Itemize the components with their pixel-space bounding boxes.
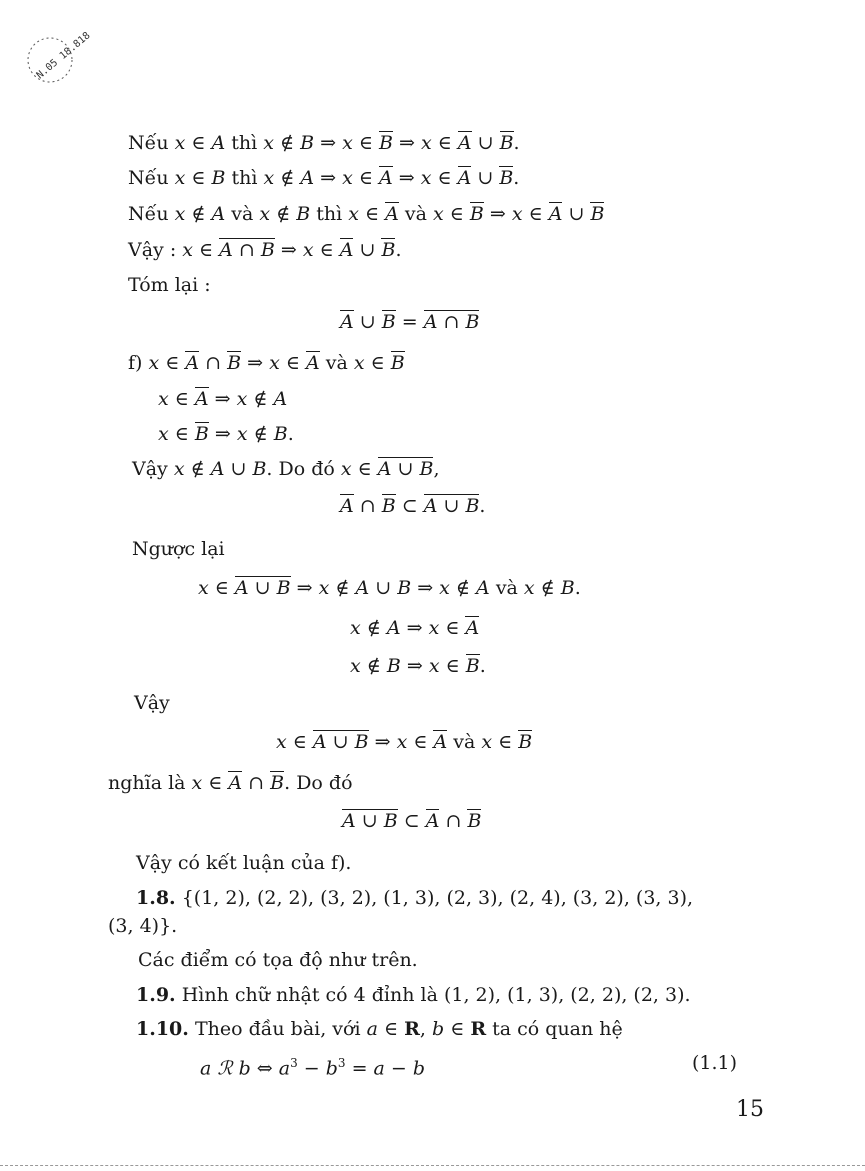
exercise-1-8 — [136, 885, 693, 911]
word-va: và — [453, 731, 476, 753]
proof-line-tom-lai: Tóm lại : — [128, 274, 211, 296]
proof-line-converse-4: x ∈ A ∪ B ⇒ x ∈ A và x ∈ B — [276, 731, 533, 753]
proof-line-converse-3: x ∉ B ⇒ x ∈ B. — [350, 655, 486, 677]
proof-line-f-3: x ∈ B ⇒ x ∉ B. — [158, 423, 294, 445]
proof-line-vay: Vậy — [134, 692, 170, 714]
word-do-do: Do đó — [278, 458, 335, 480]
exercise-1-9 — [136, 982, 691, 1008]
word-va: và — [495, 577, 518, 599]
exercise-1-9-text: Hình chữ nhật có 4 đỉnh là (1, 2), (1, 3), (2, 2), (2, 3). — [181, 984, 691, 1006]
proof-line-f-2: x ∈ A ⇒ x ∉ A — [158, 388, 288, 410]
equation-inclusion-1: A ∩ B ⊂ A ∪ B. — [340, 495, 486, 517]
word-va: và — [404, 203, 427, 225]
exercise-label-1-8: 1.8. — [136, 887, 176, 909]
word-nghia-la: nghĩa là — [108, 772, 186, 794]
proof-line-nghia-la: nghĩa là x ∈ A ∩ B. Do đó — [108, 772, 353, 794]
proof-line-f: f) x ∈ A ∩ B ⇒ x ∈ A và x ∈ B — [128, 352, 405, 374]
word-va: và — [231, 203, 254, 225]
proof-line-converse-2: x ∉ A ⇒ x ∈ A — [350, 617, 480, 639]
library-stamp-icon — [20, 30, 93, 92]
proof-line-converse-1: x ∈ A ∪ B ⇒ x ∉ A ∪ B ⇒ x ∉ A và x ∉ B. — [198, 577, 581, 599]
word-thi: thì — [316, 203, 343, 225]
proof-line-2: Nếu x ∈ B thì x ∉ A ⇒ x ∈ A ⇒ x ∈ A ∪ B. — [128, 167, 520, 189]
exercise-1-8-note: Các điểm có tọa độ như trên. — [138, 949, 418, 971]
proof-line-f-4: Vậy x ∉ A ∪ B. Do đó x ∈ A ∪ B, — [132, 458, 440, 480]
word-va: và — [325, 352, 348, 374]
page-number: 15 — [736, 1097, 764, 1122]
exercise-1-8-cont: (3, 4)}. — [108, 915, 178, 937]
exercise-1-10-text-a: Theo đầu bài, với — [194, 1018, 361, 1040]
proof-line-4: Vậy : x ∈ A ∩ B ⇒ x ∈ A ∪ B. — [128, 239, 402, 261]
proof-line-3: Nếu x ∉ A và x ∉ B thì x ∈ A và x ∈ B ⇒ x ∈ A ∪ B — [128, 203, 605, 225]
proof-line-1: Nếu x ∈ A thì x ∉ B ⇒ x ∈ B ⇒ x ∈ A ∪ B. — [128, 132, 520, 154]
equation-number: (1.1) — [692, 1052, 738, 1074]
word-do-do: Do đó — [296, 772, 353, 794]
word-vay: Vậy — [128, 239, 164, 261]
part-label-f: f) — [128, 352, 143, 374]
exercise-label-1-9: 1.9. — [136, 984, 176, 1006]
word-thi: thì — [231, 167, 258, 189]
equation-inclusion-2: A ∪ B ⊂ A ∩ B — [342, 810, 482, 832]
proof-line-nguoc-lai: Ngược lại — [132, 538, 225, 560]
proof-conclusion: Vậy có kết luận của f). — [136, 852, 352, 874]
word-neu: Nếu — [128, 132, 169, 154]
word-neu: Nếu — [128, 203, 169, 225]
equation-1-1: a ℛ b ⇔ $a^3 - b^3 = a - b$ — [200, 1056, 426, 1080]
equation-de-morgan-1: A ∪ B = A ∩ B — [340, 311, 480, 333]
word-thi: thì — [231, 132, 258, 154]
exercise-1-10-text-b: ta có quan hệ — [492, 1018, 623, 1040]
exercise-label-1-10: 1.10. — [136, 1018, 189, 1040]
word-vay: Vậy — [132, 458, 168, 480]
exercise-1-8-text: {(1, 2), (2, 2), (3, 2), (1, 3), (2, 3), (2, 4), (3, 2), (3, 3), — [181, 887, 694, 909]
page-bottom-edge — [0, 1165, 865, 1166]
exercise-1-10: 1.10. Theo đầu bài, với a ∈ R, b ∈ R ta có quan hệ — [136, 1018, 623, 1040]
word-neu: Nếu — [128, 167, 169, 189]
stamp-text: N.05 18.818 — [34, 30, 93, 82]
